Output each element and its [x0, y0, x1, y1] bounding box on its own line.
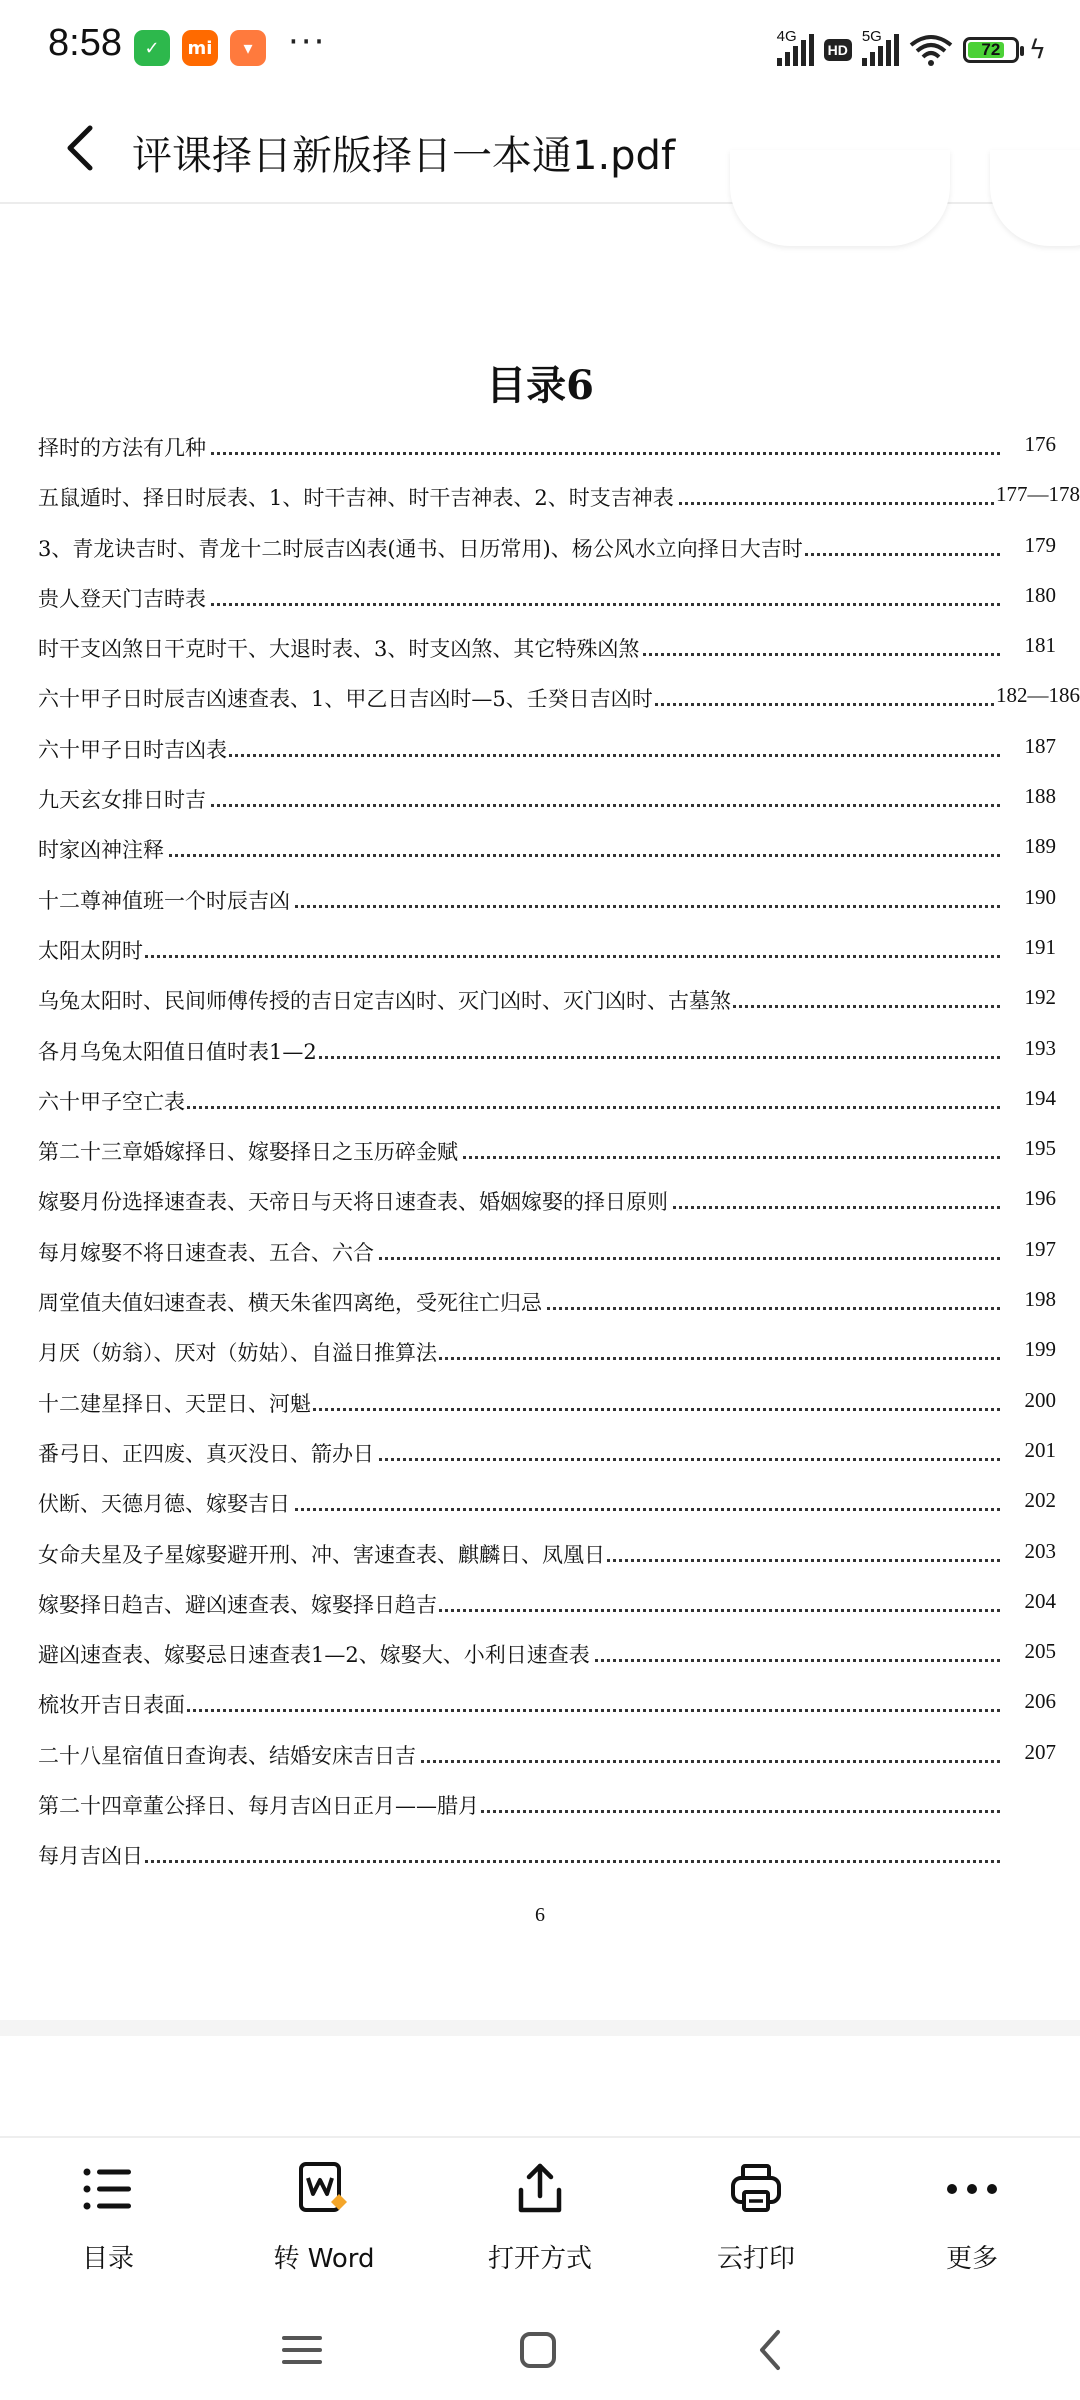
toc-entry-page: 204 — [1024, 1588, 1056, 1613]
toc-entry-text: 二十八星宿值日查询表、结婚安床吉日吉 — [38, 1740, 418, 1770]
toc-entry-text: 3、青龙诀吉时、青龙十二时辰吉凶表(通书、日历常用)、杨公风水立向择日大吉时 — [38, 533, 805, 563]
toc-entry-page: 199 — [1024, 1337, 1056, 1362]
toc-entry[interactable] — [38, 724, 1080, 774]
back-icon[interactable] — [744, 2322, 800, 2378]
toc-entry[interactable] — [38, 1478, 1080, 1528]
toc-entry-text: 十二建星择日、天罡日、河魁 — [38, 1388, 313, 1418]
toc-entry-page: 188 — [1024, 784, 1056, 809]
toc-entry-page: 193 — [1024, 1035, 1056, 1060]
toc-entry[interactable] — [38, 875, 1080, 925]
toc-entry[interactable] — [38, 1277, 1080, 1327]
signal-5g-icon: 5G — [862, 34, 899, 66]
toc-leader-dots — [38, 1860, 1000, 1863]
toc-entry-text: 嫁娶月份选择速查表、天帝日与天将日速查表、婚姻嫁娶的择日原则 — [38, 1186, 670, 1216]
more-notifications-icon: ··· — [288, 22, 327, 62]
toc-entry-page: 191 — [1024, 934, 1056, 959]
page-number: 6 — [535, 1904, 545, 1926]
more-label: 更多 — [945, 2244, 998, 2274]
toc-entry-page: 203 — [1024, 1538, 1056, 1563]
toc-entry-page: 207 — [1024, 1739, 1056, 1764]
toc-entry-page: 192 — [1024, 985, 1056, 1010]
toc-entry-page: 197 — [1024, 1236, 1056, 1261]
list-icon — [77, 2158, 139, 2220]
more-button[interactable] — [864, 2138, 1080, 2298]
toc-entry[interactable] — [38, 422, 1080, 472]
toc-entry[interactable] — [38, 1529, 1080, 1579]
toc-entry-text: 五鼠遁时、择日时辰表、1、时干吉神、时干吉神表、2、时支吉神表 — [38, 482, 676, 512]
toc-entry-text: 九天玄女排日时吉 — [38, 784, 208, 814]
toc-entry-page: 176 — [1024, 432, 1056, 456]
toc-entry[interactable] — [38, 1026, 1080, 1076]
open-with-button[interactable] — [432, 2138, 648, 2298]
open-with-label: 打开方式 — [487, 2244, 592, 2274]
toc-entry[interactable] — [38, 1730, 1080, 1780]
toc-entry-text: 各月乌兔太阳值日值时表1—2 — [38, 1036, 319, 1066]
toc-entry[interactable] — [38, 1076, 1080, 1126]
toc-entry-text: 每月嫁娶不将日速查表、五合、六合 — [38, 1237, 376, 1267]
toc-entry-page: 179 — [1024, 532, 1056, 557]
toc-entry-text: 番弓日、正四废、真灭没日、箭办日 — [38, 1438, 376, 1468]
toc-entry-text: 时家凶神注释 — [38, 834, 166, 864]
toc-entry-text: 梳妆开吉日表面 — [38, 1689, 187, 1719]
toc-entry-page: 180 — [1024, 582, 1056, 607]
toc-leader-dots — [38, 854, 1000, 857]
charging-icon: ϟ — [1028, 35, 1046, 65]
toc-entry[interactable] — [38, 472, 1080, 522]
wechat-icon: ✓ — [134, 30, 170, 66]
toc-entry[interactable] — [38, 523, 1080, 573]
toc-entry[interactable] — [38, 1176, 1080, 1226]
pdf-page[interactable] — [0, 204, 1080, 2030]
toc-entry-page: 200 — [1024, 1387, 1056, 1412]
toc-entry-text: 乌兔太阳时、民间师傅传授的吉日定吉凶时、灭门凶时、灭门凶时、古墓煞 — [38, 985, 733, 1015]
toc-entry[interactable] — [38, 1780, 1080, 1830]
toc-entry-text: 第二十四章董公择日、每月吉凶日正月——腊月 — [38, 1790, 481, 1820]
toc-entry-text: 嫁娶择日趋吉、避凶速查表、嫁娶择日趋吉 — [38, 1589, 439, 1619]
toc-entry[interactable] — [38, 1327, 1080, 1377]
toc-entry[interactable] — [38, 925, 1080, 975]
printer-icon — [725, 2158, 787, 2220]
toc-entry-page: 194 — [1024, 1085, 1056, 1110]
toc-entry-page: 202 — [1024, 1488, 1056, 1513]
toc-entry[interactable] — [38, 975, 1080, 1025]
toc-entry[interactable] — [38, 1428, 1080, 1478]
toc-entry-page: 182—186 — [996, 683, 1080, 708]
toc-entry[interactable] — [38, 1579, 1080, 1629]
toc-entry-page: 190 — [1024, 884, 1056, 909]
toc-entry[interactable] — [38, 1126, 1080, 1176]
toc-entry-text: 太阳太阴时 — [38, 935, 145, 965]
toc-entry[interactable] — [38, 1227, 1080, 1277]
mi-icon: mi — [182, 30, 218, 66]
toc-entry-page: 195 — [1024, 1136, 1056, 1161]
wifi-icon — [909, 33, 953, 67]
toc-entry-text: 月厌（妨翁）、厌对（妨姑）、自溢日推算法 — [38, 1337, 439, 1367]
toc-entry-page: 198 — [1024, 1287, 1056, 1312]
page-separator — [0, 2020, 1080, 2036]
toc-entry-page: 196 — [1024, 1186, 1056, 1211]
toc-entry-text: 避凶速查表、嫁娶忌日速查表1—2、嫁娶大、小利日速查表 — [38, 1639, 592, 1669]
convert-word-label: 转 Word — [273, 2244, 375, 2274]
convert-word-button[interactable] — [216, 2138, 432, 2298]
toc-entry-text: 择时的方法有几种 — [38, 432, 208, 462]
toc-entry-text: 贵人登天门吉時表 — [38, 583, 208, 613]
toc-entry-page: 177—178 — [996, 482, 1080, 507]
toc-entry-page: 189 — [1024, 834, 1056, 859]
toc-entry[interactable] — [38, 1679, 1080, 1729]
toc-entry-page: 205 — [1024, 1639, 1056, 1664]
battery-level: 72 — [981, 40, 1001, 59]
toc-entry[interactable] — [38, 673, 1080, 723]
toc-entry[interactable] — [38, 824, 1080, 874]
bottom-toolbar — [0, 2136, 1080, 2298]
status-bar — [0, 0, 1080, 96]
toc-entry-page: 187 — [1024, 733, 1056, 758]
toc-title: 目录6 — [486, 362, 594, 409]
toc-entry[interactable] — [38, 1629, 1080, 1679]
toc-entry-text: 十二尊神值班一个时辰吉凶 — [38, 885, 292, 915]
toc-entry[interactable] — [38, 774, 1080, 824]
home-icon[interactable] — [510, 2322, 566, 2378]
toc-entry[interactable] — [38, 1378, 1080, 1428]
toc-button-label: 目录 — [81, 2244, 134, 2274]
toc-leader-dots — [38, 955, 1000, 958]
toc-entry[interactable] — [38, 573, 1080, 623]
toc-entry-text: 六十甲子日时吉凶表 — [38, 734, 229, 764]
table-of-contents — [38, 422, 1080, 1881]
toc-entry-text: 六十甲子日时辰吉凶速查表、1、甲乙日吉凶时—5、壬癸日吉凶时 — [38, 683, 655, 713]
battery-icon — [963, 37, 1019, 63]
toc-entry-page: 181 — [1024, 633, 1056, 658]
toc-entry-text: 周堂值夫值妇速查表、横天朱雀四离绝，受死往亡归忌 — [38, 1287, 544, 1317]
status-time: 8:58 — [48, 22, 122, 64]
toc-entry[interactable] — [38, 1830, 1080, 1880]
toc-entry[interactable] — [38, 623, 1080, 673]
toc-button[interactable] — [0, 2138, 216, 2298]
toc-entry-text: 伏断、天德月德、嫁娶吉日 — [38, 1488, 292, 1518]
toc-entry-text: 女命夫星及子星嫁娶避开刑、冲、害速查表、麒麟日、凤凰日 — [38, 1539, 607, 1569]
system-nav-bar — [0, 2300, 1080, 2400]
share-icon — [509, 2158, 571, 2220]
toc-entry-text: 时干支凶煞日干克时干、大退时表、3、时支凶煞、其它特殊凶煞 — [38, 633, 641, 663]
back-arrow-icon[interactable] — [54, 118, 114, 178]
store-icon: ▾ — [230, 30, 266, 66]
menu-icon[interactable] — [274, 2322, 330, 2378]
more-icon — [941, 2158, 1003, 2220]
hd-icon: HD — [824, 39, 852, 61]
cloud-print-button[interactable] — [648, 2138, 864, 2298]
toc-entry-page: 201 — [1024, 1437, 1056, 1462]
toc-entry-text: 每月吉凶日 — [38, 1840, 145, 1870]
toc-entry-text: 第二十三章婚嫁择日、嫁娶择日之玉历碎金赋 — [38, 1136, 460, 1166]
cloud-print-label: 云打印 — [716, 2244, 795, 2274]
signal-4g-icon: 4G — [777, 34, 814, 66]
convert-word-icon — [293, 2158, 355, 2220]
toc-entry-text: 六十甲子空亡表 — [38, 1086, 187, 1116]
toc-entry-page: 206 — [1024, 1689, 1056, 1714]
document-title: 评课择日新版择日一本通1.pdf — [132, 133, 676, 179]
